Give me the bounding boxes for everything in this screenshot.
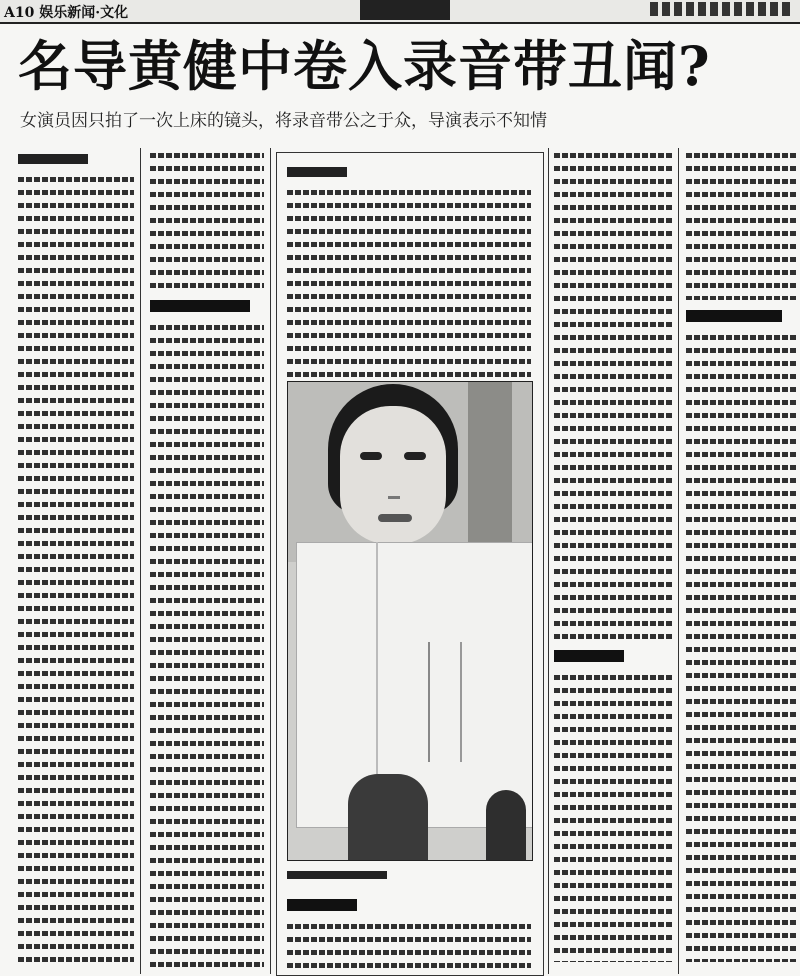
column-rule: [548, 148, 549, 974]
body-column-2: [150, 150, 264, 970]
body-text-block: [150, 322, 264, 970]
body-text-block: [686, 332, 796, 962]
article-headline: 名导黄健中卷入录音带丑闻?: [18, 34, 711, 98]
photo-mouth: [378, 514, 412, 522]
masthead-date-strip: [650, 2, 790, 16]
photo-eye: [404, 452, 426, 460]
body-text-block: [554, 150, 672, 640]
article-subheadline: 女演员因只拍了一次上床的镜头，将录音带公之于众，导演表示不知情: [20, 111, 547, 131]
body-text-block: [150, 150, 264, 290]
newspaper-logo: [360, 0, 450, 20]
sidebar-text: [287, 921, 531, 975]
masthead-bar: [0, 0, 800, 24]
section-subtitle: [150, 300, 250, 312]
photo-hand: [348, 774, 428, 860]
body-text-block: [686, 150, 796, 300]
article-photo: [287, 381, 533, 861]
section-subtitle: [686, 310, 782, 322]
sidebar-byline: [287, 167, 347, 177]
column-rule: [140, 148, 141, 974]
body-text-block: [287, 921, 531, 975]
column-rule: [678, 148, 679, 974]
column-rule: [270, 148, 271, 974]
photo-eye: [360, 452, 382, 460]
body-column-1: [18, 150, 134, 970]
body-column-5: [686, 150, 796, 970]
reporter-byline: [18, 154, 88, 164]
body-column-4: [554, 150, 672, 970]
body-text-block: [18, 174, 134, 970]
photo-nose: [388, 472, 400, 499]
photo-handwriting: [428, 642, 462, 762]
body-text-block: [287, 187, 531, 377]
sidebar-subtitle: [287, 899, 357, 911]
section-subtitle: [554, 650, 624, 662]
section-label: A10 娱乐新闻·文化: [4, 5, 129, 21]
photo-hand: [486, 790, 526, 860]
photo-caption: [287, 871, 387, 879]
sidebar-box: [276, 152, 544, 976]
body-text-block: [554, 672, 672, 962]
